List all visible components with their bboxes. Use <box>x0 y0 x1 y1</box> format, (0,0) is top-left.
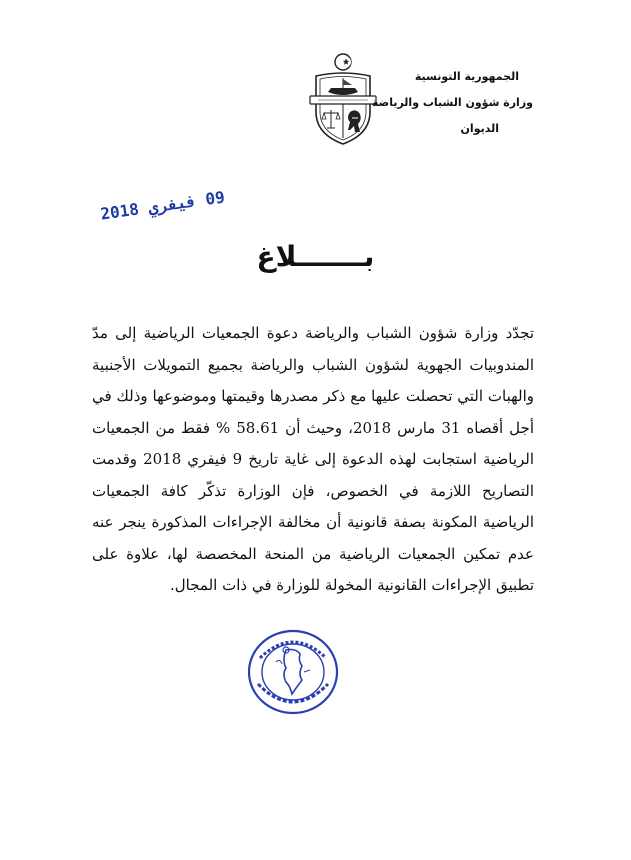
date-stamp: 09 فيفري 2018 <box>99 187 226 224</box>
letterhead <box>363 70 533 136</box>
ministry-seal-icon <box>246 628 340 716</box>
office-name: الديوان <box>460 122 499 135</box>
country-name: الجمهورية التونسية <box>414 70 519 83</box>
body-paragraph: تجدّد وزارة شؤون الشباب والرياضة دعوة الجمعيات الرياضية إلى مدّ المندوبيات الجهوية لشؤون الشباب والرياضة بجميع التمويلات الأجنبية والهبات التي تحصلت عليها مع ذكر مصدرها وقيمتها وموضوعها وذلك في أجل أقصاه 31 مارس 2018، وحيث أن 58.61 % فقط من الجمعيات الرياضية استجابت لهذه الدعوة إلى غاية تاريخ 9 فيفري 2018 وقدمت التصاريح اللازمة في الخصوص، فإن الوزارة تذكّر كافة الجمعيات الرياضية المكونة بصفة قانونية أن مخالفة الإجراءات المذكورة ينجر عنه عدم تمكين الجمعيات الرياضية من المنحة المخصصة لها، علاوة على تطبيق الإجراءات القانونية المخولة للوزارة في ذات المجال. <box>92 324 535 594</box>
announcement-body <box>92 318 534 602</box>
document-title: بـــــــلاغ <box>256 240 375 273</box>
ministry-name: وزارة شؤون الشباب والرياضة <box>371 96 533 109</box>
